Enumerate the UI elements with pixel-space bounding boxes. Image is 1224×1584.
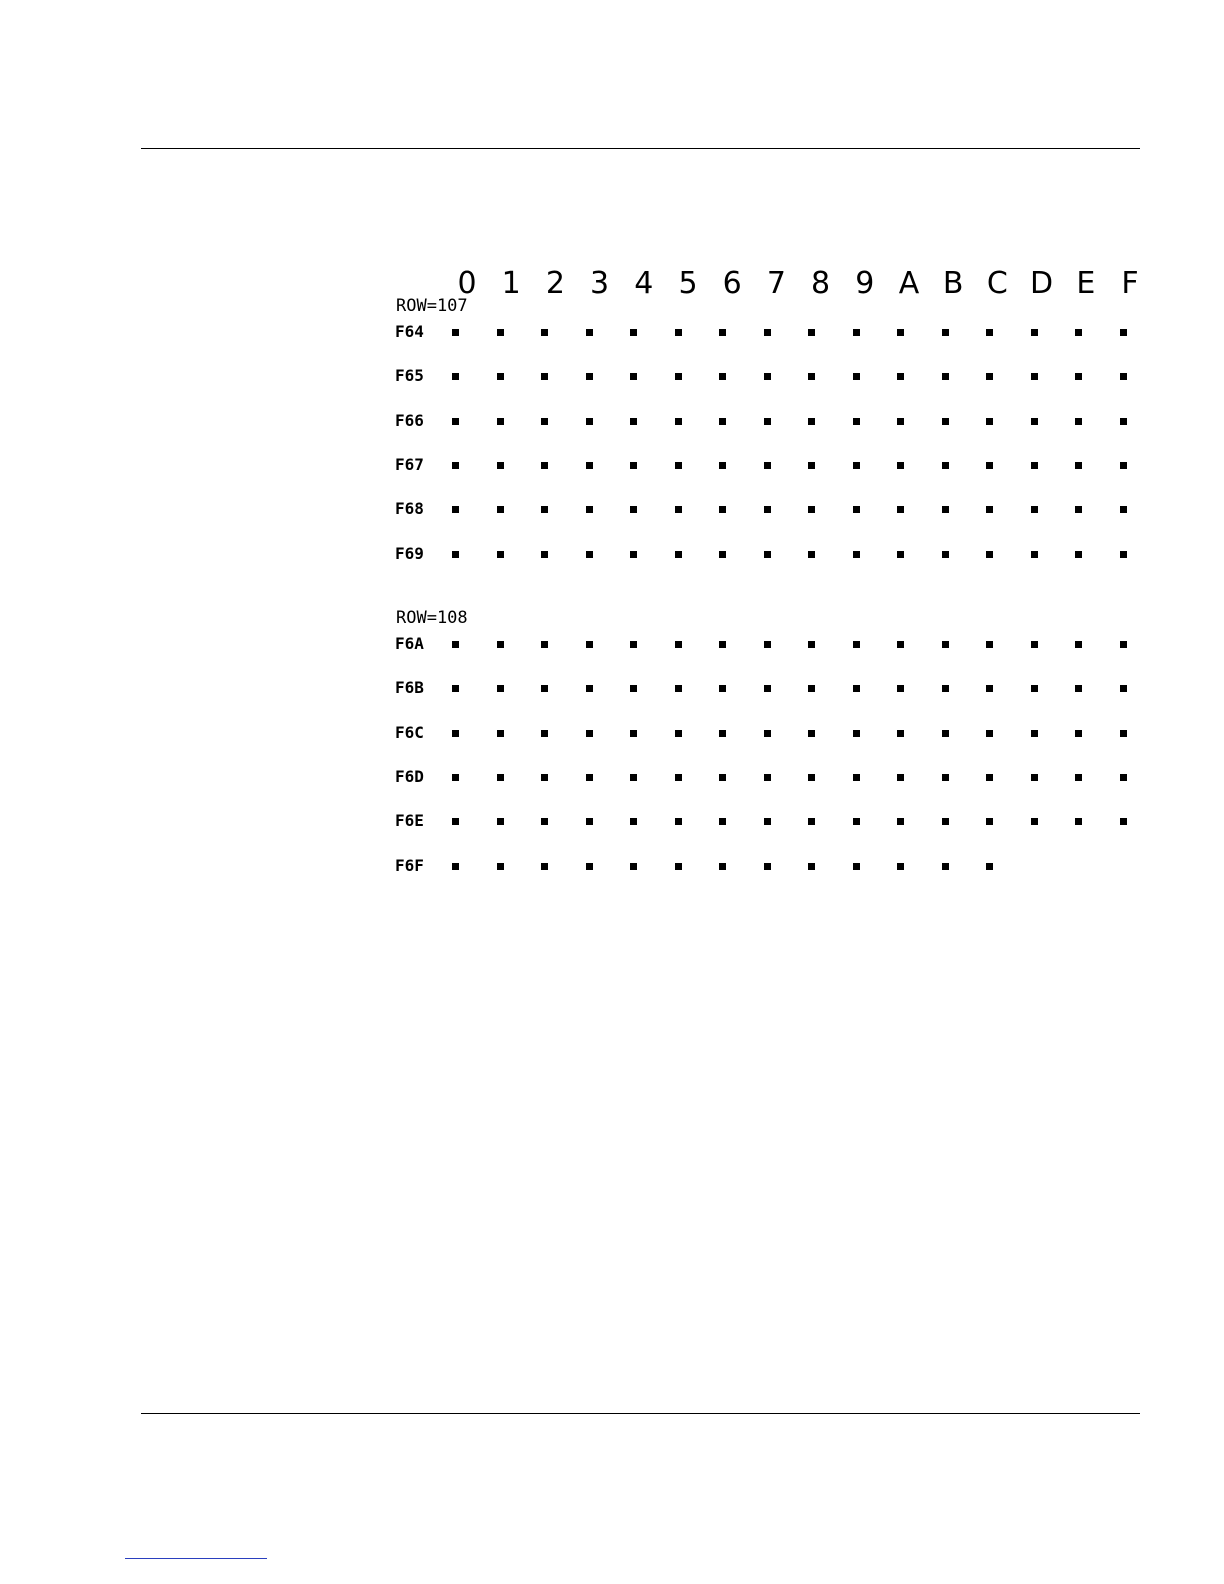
glyph-cell [853,818,860,825]
glyph-cell [452,373,459,380]
glyph-cell [452,418,459,425]
glyph-cell [808,551,815,558]
glyph-cell [897,774,904,781]
glyph-cell [897,373,904,380]
glyph-cell [942,373,949,380]
glyph-cell [452,730,459,737]
glyph-cell [719,329,726,336]
glyph-cell [808,730,815,737]
glyph-cell [675,462,682,469]
glyph-cell [853,641,860,648]
column-header: 9 [855,266,875,301]
row-label: F64 [395,322,424,341]
glyph-cell [630,774,637,781]
glyph-cell [719,373,726,380]
glyph-cell [1120,551,1127,558]
glyph-cell [1120,462,1127,469]
glyph-cell [808,685,815,692]
row-label: F6C [395,722,424,742]
glyph-cell [897,506,904,513]
glyph-cell [1075,818,1082,825]
glyph-cell [808,863,815,870]
glyph-cell [452,506,459,513]
glyph-cell [675,863,682,870]
glyph-cell [1075,551,1082,558]
glyph-cell [1075,641,1082,648]
glyph-cell [1075,373,1082,380]
glyph-cell [719,685,726,692]
glyph-cell [1075,506,1082,513]
glyph-cell [1031,685,1038,692]
glyph-cell [452,863,459,870]
glyph-cell [586,863,593,870]
row-label: F6B [395,678,424,698]
glyph-cell [942,462,949,469]
footer-rule [141,1413,1140,1414]
glyph-cell [853,551,860,558]
glyph-cell [986,685,993,692]
glyph-cell [630,818,637,825]
glyph-cell [586,685,593,692]
column-header: F [1121,266,1139,301]
glyph-cell [942,641,949,648]
column-header: 3 [590,266,610,301]
glyph-cell [675,373,682,380]
glyph-cell [586,506,593,513]
glyph-cell [1075,329,1082,336]
glyph-cell [1120,774,1127,781]
glyph-cell [986,418,993,425]
glyph-cell [853,730,860,737]
glyph-cell [1120,641,1127,648]
glyph-cell [897,418,904,425]
glyph-cell [541,418,548,425]
glyph-cell [630,418,637,425]
glyph-cell [897,641,904,648]
glyph-cell [897,329,904,336]
glyph-cell [586,329,593,336]
glyph-cell [1120,818,1127,825]
glyph-cell [764,641,771,648]
glyph-cell [497,373,504,380]
glyph-cell [897,685,904,692]
glyph-cell [675,774,682,781]
glyph-cell [541,462,548,469]
column-header: 7 [766,266,786,301]
glyph-cell [541,373,548,380]
glyph-cell [541,641,548,648]
glyph-cell [452,774,459,781]
glyph-cell [541,506,548,513]
glyph-cell [630,641,637,648]
glyph-cell [1031,641,1038,648]
glyph-cell [719,774,726,781]
glyph-cell [541,551,548,558]
glyph-cell [897,730,904,737]
glyph-cell [808,462,815,469]
glyph-cell [942,551,949,558]
glyph-cell [853,373,860,380]
glyph-cell [675,685,682,692]
glyph-cell [986,329,993,336]
glyph-cell [942,730,949,737]
glyph-cell [497,506,504,513]
glyph-cell [452,818,459,825]
glyph-cell [675,730,682,737]
glyph-cell [719,863,726,870]
glyph-cell [764,373,771,380]
glyph-cell [764,329,771,336]
glyph-cell [1120,373,1127,380]
glyph-cell [764,418,771,425]
glyph-cell [764,506,771,513]
glyph-cell [1120,685,1127,692]
glyph-cell [675,818,682,825]
glyph-cell [719,551,726,558]
glyph-cell [452,462,459,469]
glyph-cell [764,863,771,870]
glyph-cell [719,418,726,425]
column-header: 5 [678,266,698,301]
glyph-cell [541,774,548,781]
glyph-cell [986,818,993,825]
glyph-cell [764,818,771,825]
column-header: 1 [501,266,521,301]
glyph-cell [897,863,904,870]
glyph-cell [986,373,993,380]
glyph-cell [986,506,993,513]
glyph-cell [452,641,459,648]
glyph-cell [452,329,459,336]
glyph-cell [675,329,682,336]
glyph-cell [630,329,637,336]
glyph-cell [853,774,860,781]
row-label: F68 [395,499,424,519]
glyph-cell [986,462,993,469]
glyph-cell [675,506,682,513]
glyph-cell [586,462,593,469]
glyph-cell [1075,730,1082,737]
glyph-cell [942,418,949,425]
glyph-cell [764,685,771,692]
glyph-cell [853,462,860,469]
glyph-cell [942,774,949,781]
glyph-cell [986,730,993,737]
glyph-cell [1075,685,1082,692]
row-label: F6A [395,634,424,653]
glyph-cell [586,641,593,648]
glyph-cell [630,730,637,737]
glyph-cell [897,551,904,558]
glyph-cell [719,462,726,469]
glyph-cell [719,730,726,737]
column-header: 8 [811,266,831,301]
glyph-cell [764,462,771,469]
glyph-cell [897,818,904,825]
row-label: F66 [395,410,424,430]
glyph-cell [497,462,504,469]
glyph-cell [586,418,593,425]
footnote-link-underline[interactable] [125,1558,267,1559]
row-label: F6F [395,855,424,875]
glyph-cell [808,373,815,380]
glyph-cell [1120,506,1127,513]
glyph-cell [1031,329,1038,336]
glyph-cell [1120,730,1127,737]
glyph-cell [808,641,815,648]
glyph-cell [1031,818,1038,825]
glyph-cell [541,730,548,737]
column-header: E [1076,266,1096,301]
glyph-cell [497,641,504,648]
column-header: 0 [457,266,477,301]
glyph-cell [808,818,815,825]
glyph-cell [675,551,682,558]
row-label: F6D [395,766,424,786]
glyph-cell [497,329,504,336]
glyph-cell [942,506,949,513]
glyph-cell [675,641,682,648]
glyph-cell [586,730,593,737]
glyph-cell [808,506,815,513]
glyph-cell [497,818,504,825]
glyph-cell [1031,462,1038,469]
glyph-cell [853,685,860,692]
glyph-cell [586,818,593,825]
glyph-cell [541,329,548,336]
glyph-cell [452,685,459,692]
glyph-cell [808,329,815,336]
glyph-cell [1031,551,1038,558]
row-label: F6E [395,811,424,831]
glyph-cell [452,551,459,558]
row-label: F65 [395,366,424,386]
glyph-cell [853,329,860,336]
glyph-cell [630,462,637,469]
glyph-cell [764,774,771,781]
glyph-cell [1120,329,1127,336]
column-header: B [942,266,964,301]
column-header: 4 [634,266,654,301]
glyph-cell [853,863,860,870]
glyph-cell [1031,730,1038,737]
glyph-cell [586,774,593,781]
glyph-cell [942,685,949,692]
glyph-cell [497,774,504,781]
glyph-cell [986,551,993,558]
glyph-cell [541,863,548,870]
glyph-cell [1031,418,1038,425]
glyph-cell [497,418,504,425]
glyph-cell [1075,418,1082,425]
column-header: D [1030,266,1054,301]
glyph-cell [764,730,771,737]
row-label: F69 [395,543,424,563]
column-header: 6 [722,266,742,301]
glyph-cell [497,685,504,692]
glyph-cell [630,685,637,692]
glyph-cell [808,418,815,425]
glyph-cell [986,863,993,870]
glyph-cell [630,373,637,380]
section-label: ROW=108 [396,608,468,628]
column-header: A [898,266,920,301]
glyph-cell [586,551,593,558]
glyph-cell [942,818,949,825]
glyph-cell [1120,418,1127,425]
glyph-cell [1075,462,1082,469]
glyph-cell [1031,774,1038,781]
glyph-cell [1031,373,1038,380]
glyph-cell [541,818,548,825]
glyph-cell [1031,506,1038,513]
glyph-cell [630,506,637,513]
glyph-cell [942,329,949,336]
glyph-cell [719,506,726,513]
column-header: 2 [545,266,565,301]
row-label: F67 [395,454,424,474]
glyph-cell [719,818,726,825]
glyph-cell [897,462,904,469]
glyph-cell [497,730,504,737]
glyph-cell [1075,774,1082,781]
glyph-cell [808,774,815,781]
glyph-cell [497,551,504,558]
glyph-cell [586,373,593,380]
glyph-cell [986,641,993,648]
column-header: C [986,266,1008,301]
glyph-cell [497,863,504,870]
glyph-cell [630,551,637,558]
glyph-cell [764,551,771,558]
glyph-cell [719,641,726,648]
glyph-cell [853,506,860,513]
glyph-cell [675,418,682,425]
section-label: ROW=107 [396,296,468,316]
glyph-cell [630,863,637,870]
glyph-cell [853,418,860,425]
glyph-cell [986,774,993,781]
glyph-cell [942,863,949,870]
glyph-cell [541,685,548,692]
